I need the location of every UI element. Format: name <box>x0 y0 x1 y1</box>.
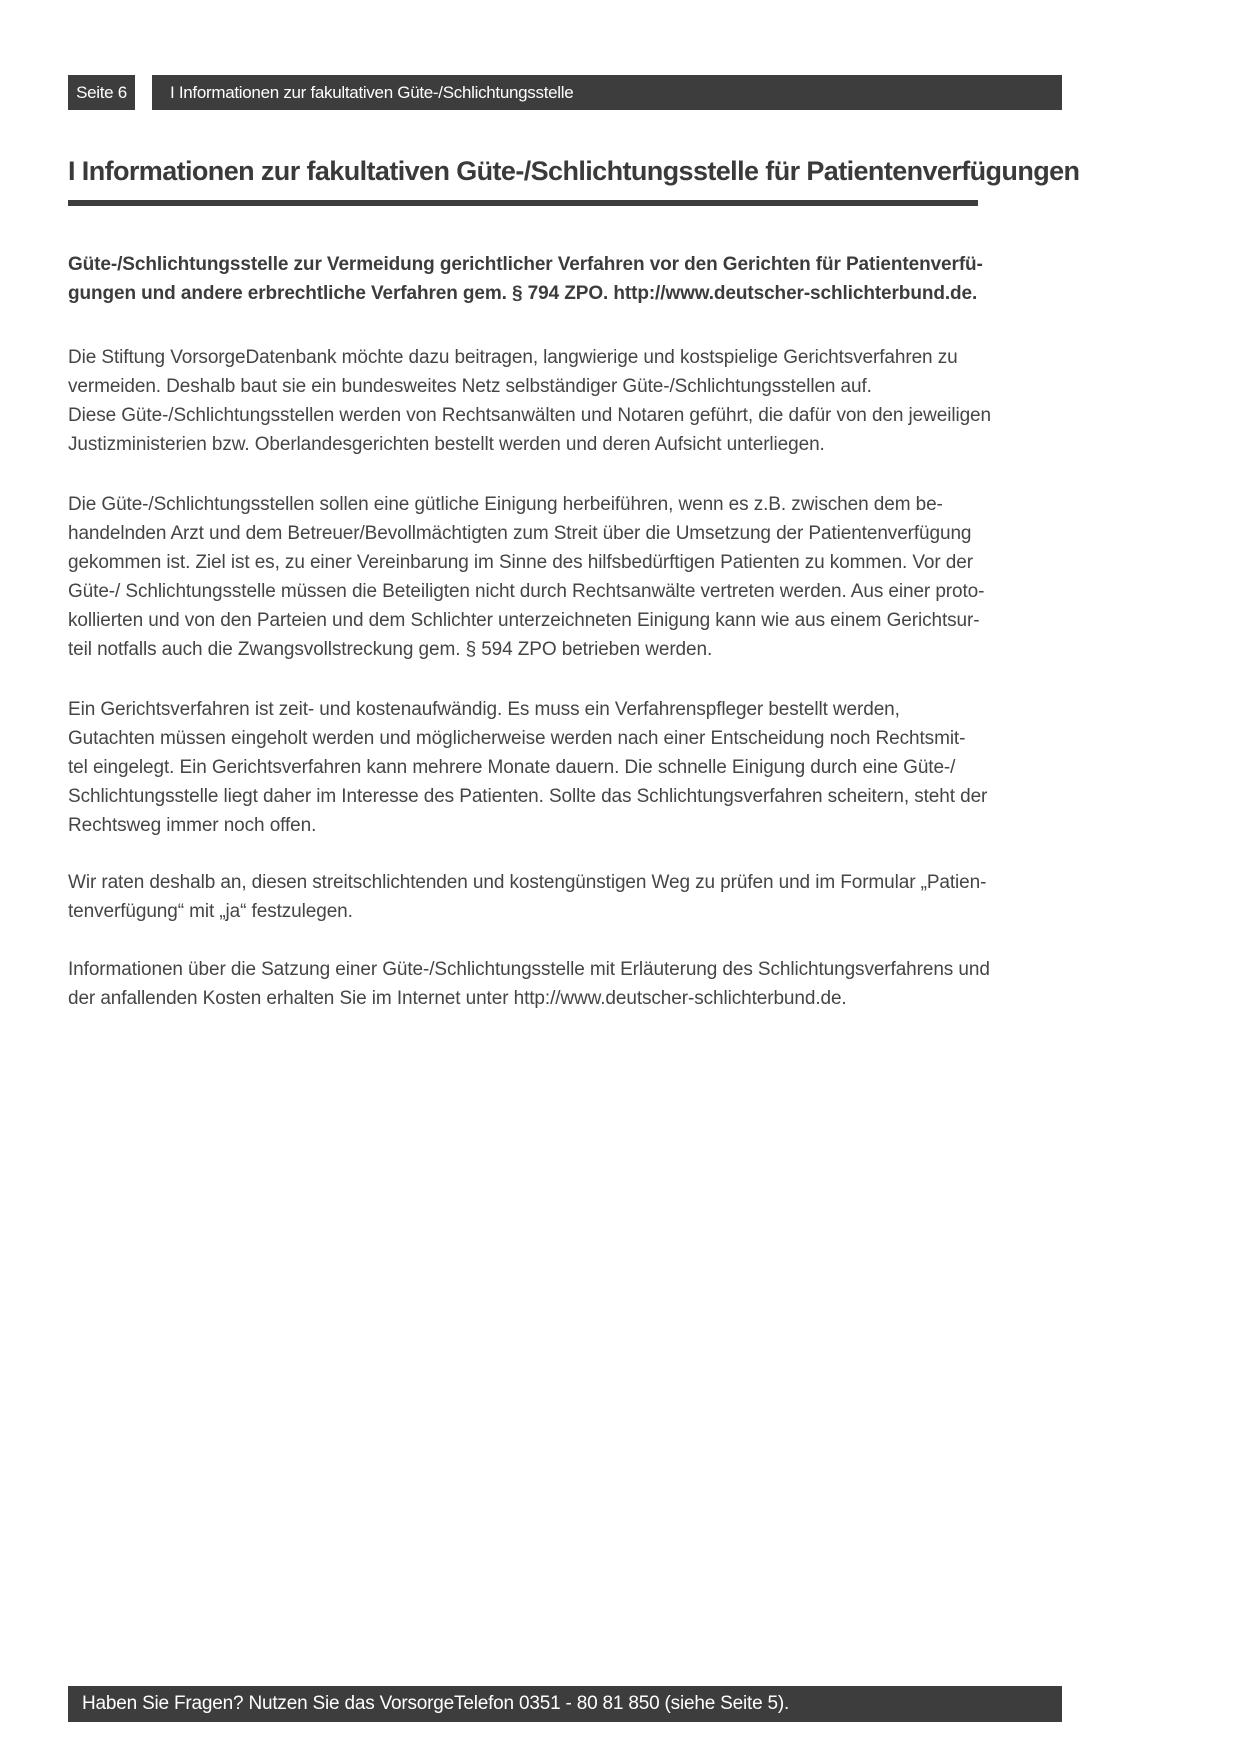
page-footer: Haben Sie Fragen? Nutzen Sie das VorsorgeTelefon 0351 - 80 81 850 (siehe Seite 5). <box>68 1686 1062 1722</box>
text-line: Ein Gerichtsverfahren ist zeit- und kostenaufwändig. Es muss ein Verfahrenspfleger bestellt werden, <box>68 699 900 720</box>
page-title: I Informationen zur fakultativen Güte-/Schlichtungsstelle für Patientenverfügungen <box>68 156 1080 186</box>
text-line: gekommen ist. Ziel ist es, zu einer Vereinbarung im Sinne des hilfsbedürftigen Patienten zu kommen. Vor der <box>68 552 973 573</box>
text-line: Gutachten müssen eingeholt werden und möglicherweise werden nach einer Entscheidung noch Rechtsmit- <box>68 728 966 749</box>
title-underline <box>68 200 978 206</box>
text-line: vermeiden. Deshalb baut sie ein bundesweites Netz selbständiger Güte-/Schlichtungsstellen auf. <box>68 376 872 397</box>
text-line: tel eingelegt. Ein Gerichtsverfahren kann mehrere Monate dauern. Die schnelle Einigung durch eine Güte-/ <box>68 757 956 778</box>
text-line: teil notfalls auch die Zwangsvollstreckung gem. § 594 ZPO betrieben werden. <box>68 639 713 660</box>
text-line: der anfallenden Kosten erhalten Sie im Internet unter http://www.deutscher-schlichterbund.de. <box>68 988 847 1009</box>
text-line: Diese Güte-/Schlichtungsstellen werden von Rechtsanwälten und Notaren geführt, die dafür von den jeweiligen <box>68 405 991 426</box>
text-line: Wir raten deshalb an, diesen streitschlichtenden und kostengünstigen Weg zu prüfen und im Formular „Patien- <box>68 872 987 893</box>
body-paragraph-4 <box>68 868 986 926</box>
text-line: Die Stiftung VorsorgeDatenbank möchte dazu beitragen, langwierige und kostspielige Gerichtsverfahren zu <box>68 347 958 368</box>
text-line: handelnden Arzt und dem Betreuer/Bevollmächtigten zum Streit über die Umsetzung der Patientenverfügung <box>68 523 972 544</box>
text-line: Die Güte-/Schlichtungsstellen sollen eine gütliche Einigung herbeiführen, wenn es z.B. zwischen dem be- <box>68 494 943 515</box>
text-line: Informationen über die Satzung einer Güte-/Schlichtungsstelle mit Erläuterung des Schlichtungsverfahrens und <box>68 959 990 980</box>
header-section-title: I Informationen zur fakultativen Güte-/Schlichtungsstelle <box>152 75 1062 110</box>
text-line: Schlichtungsstelle liegt daher im Interesse des Patienten. Sollte das Schlichtungsverfahren scheitern, steht der <box>68 786 988 807</box>
body-paragraph-5 <box>68 955 990 1013</box>
text-line: Justizministerien bzw. Oberlandesgerichten bestellt werden und deren Aufsicht unterliegen. <box>68 434 825 455</box>
body-paragraph-3 <box>68 695 987 840</box>
page-header <box>68 75 1062 110</box>
text-line: gungen und andere erbrechtliche Verfahren gem. § 794 ZPO. http://www.deutscher-schlichterbund.de. <box>68 283 978 304</box>
body-paragraph-2 <box>68 490 984 664</box>
text-line: Güte-/ Schlichtungsstelle müssen die Beteiligten nicht durch Rechtsanwälte vertreten werden. Aus einer proto- <box>68 581 985 602</box>
page-number-badge: Seite 6 <box>68 75 135 110</box>
text-line: Güte-/Schlichtungsstelle zur Vermeidung gerichtlicher Verfahren vor den Gerichten für Patientenverfü- <box>68 254 983 275</box>
text-line: tenverfügung“ mit „ja“ festzulegen. <box>68 901 353 922</box>
text-line: kollierten und von den Parteien und dem Schlichter unterzeichneten Einigung kann wie aus einem Gerichtsur- <box>68 610 980 631</box>
intro-paragraph <box>68 250 983 308</box>
body-paragraph-1 <box>68 343 991 459</box>
text-line: Rechtsweg immer noch offen. <box>68 815 317 836</box>
